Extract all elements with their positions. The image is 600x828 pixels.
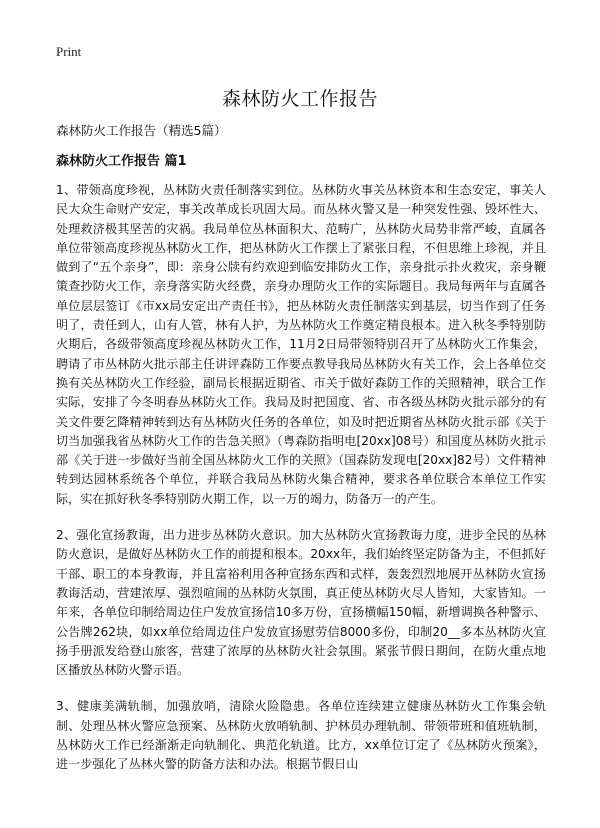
paragraph-2: 2、强化宣扬教诲，出力进步丛林防火意识。加大丛林防火宣扬教诲力度，进步全民的丛林防火意识，是做好丛林防火工作的前提和根本。20xx年，我们始终坚定防备为主，不但抓好干部、职工的本身教诲，并且富裕利用各种宣扬东西和式样，轰轰烈烈地展开丛林防火宣扬教诲活动，营建浓厚、强烈喧闹的丛林防火氛围，真正使丛林防火尽人皆知，大家皆知。一年来，各单位印制给周边住户发放宣扬信10多万份，宣扬横幅150幅，新增调换各种警示、公告牌262块，如xx单位给周边住户发放宣扬慰劳信8000多份，印制20__多本丛林防火宣扬手册派发给登山旅客，营建了浓厚的丛林防火社会氛围。紧张节假日期间，在防火重点地区播放丛林防火警示语。 [56,528,546,678]
paragraph-1: 1、带领高度珍视，丛林防火责任制落实到位。丛林防火事关丛林资本和生态安定，事关人民大众生命财产安定，事关改革成长巩固大局。而丛林火警又是一种突发性强、毁坏性大、处理救济极其坚苦的灾祸。我局单位丛林面积大、范畴广，丛林防火局势非常严峻，直属各单位带领高度珍视丛林防火工作，把丛林防火工作摆上了紧张日程，不但思维上珍视，并且做到了“五个亲身”，即：亲身公牍有约欢迎到临安排防火工作，亲身批示扑火救灾，亲身鞭策查抄防火工作，亲身落实防火经费，亲身办理防火工作的实际题目。我局每两年与直属各单位层层签订《市xx局安定出产责任书》，把丛林防火责任制落实到基层，切当作到了任务明了，责任到人，山有人管，林有人护，为丛林防火工作奠定精良根本。进入秋冬季特别防火期后，各级带领高度珍视丛林防火工作，11月2日局带领特别召开了丛林防火工作集会，聘请了市丛林防火批示部主任讲评森防工作要点教导我局丛林防火有关工作，会上各单位交换有关丛林防火工作经验，副局长根据近期省、市关于做好森防工作的关照精神，联合工作实际，安排了今冬明春丛林防火工作。我局及时把国度、省、市各级丛林防火批示部分的有关文件要乞降精神转到达有丛林防火任务的各单位，如及时把近期省丛林防火批示部《关于切当加强我省丛林防火工作的告急关照》（粤森防指明电[20xx]08号）和国度丛林防火批示部《关于进一步做好当前全国丛林防火工作的关照》（国森防发现电[20xx]82号）文件精神转到达园林系统各个单位，并联合我局丛林防火集合精神，要求各单位联合本单位工作实际，实在抓好秋冬季特别防火期工作，以一万的竭力，防备万一的产生。 [56,183,546,506]
document-subtitle: 森林防火工作报告（精选5篇） [56,123,227,138]
section-heading: 森林防火工作报告 篇1 [56,154,187,169]
paragraph-3: 3、健康美满轨制，加强放哨，清除火险隐患。各单位连续建立健康丛林防火工作集会轨制、处理丛林火警应急预案、丛林防火放哨轨制、护林员办理轨制、带领带班和值班轨制，丛林防火工作已经渐渐走向轨制化、典范化轨道。比方，xx单位订定了《丛林防火预案》，进一步强化了丛林火警的防备方法和办法。根据节假日山 [56,699,546,772]
document-body [56,181,546,792]
document-title: 森林防火工作报告 [221,88,378,110]
print-link[interactable]: Print [56,44,82,59]
